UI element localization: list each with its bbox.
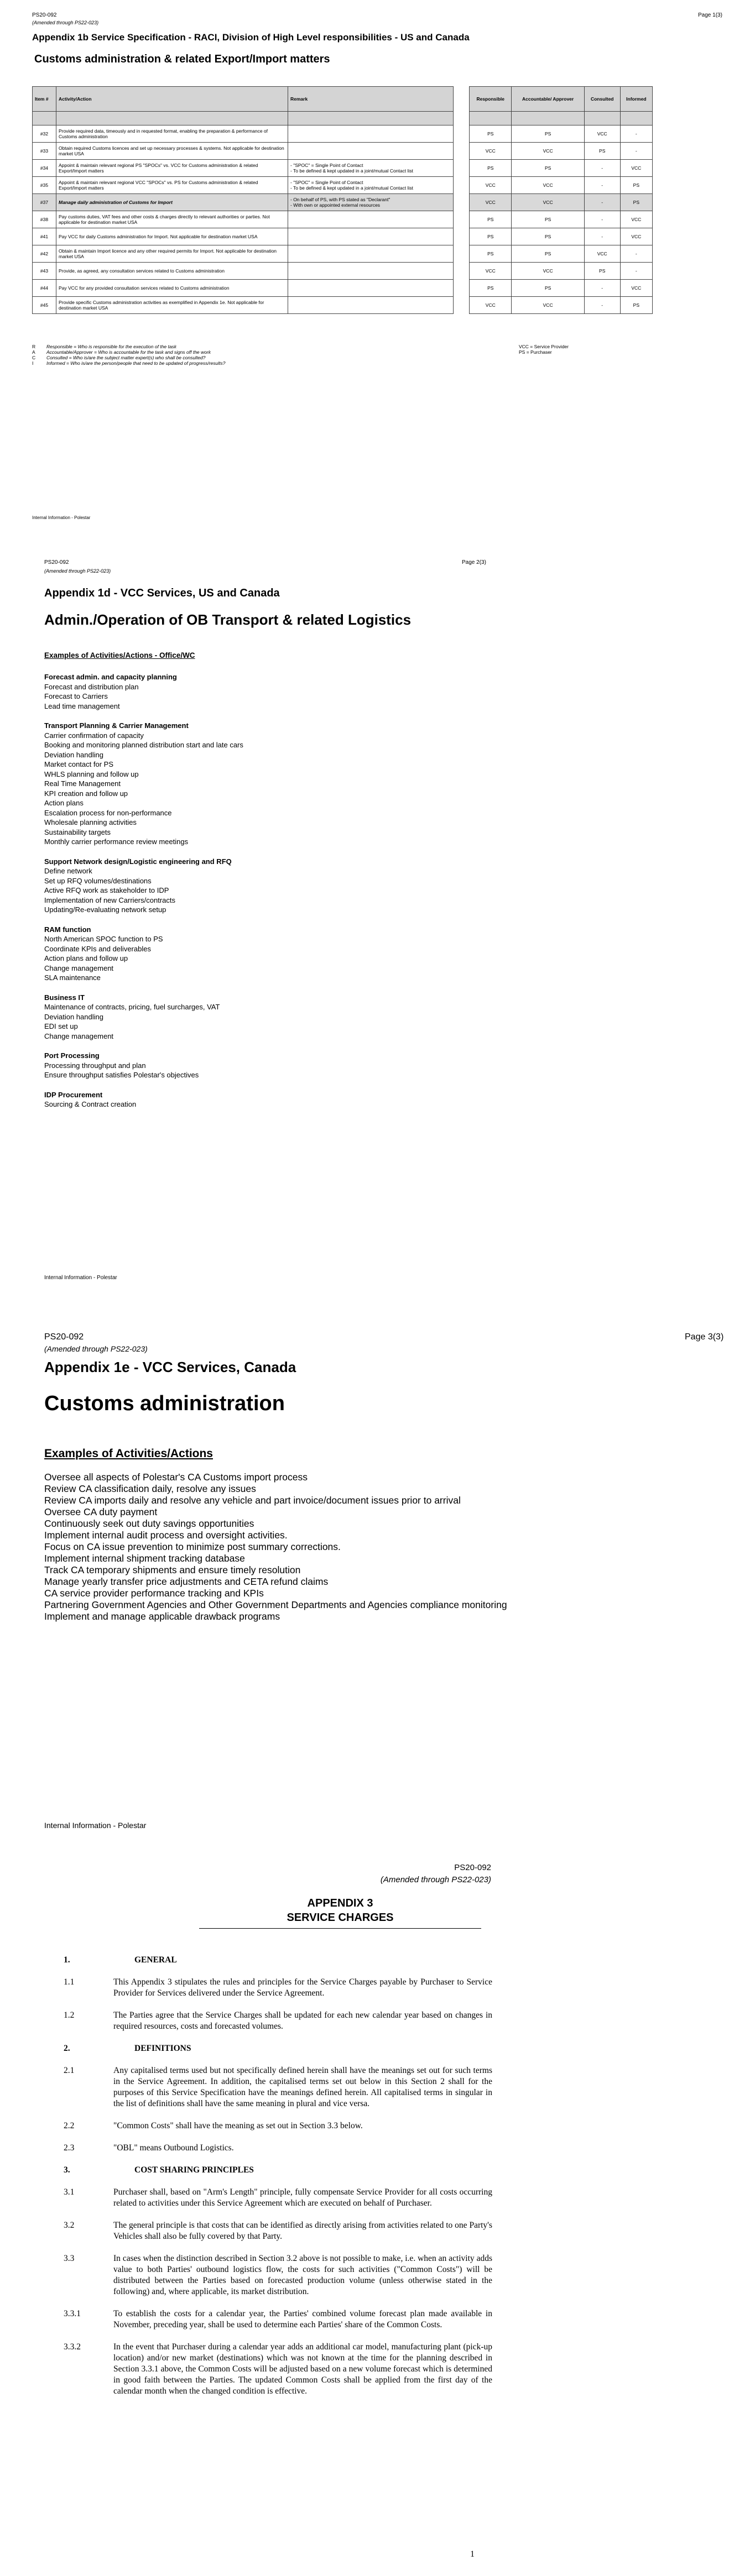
- table-row: [33, 160, 454, 177]
- cell-activity: Provide, as agreed, any consultation services related to Customs administration: [56, 263, 288, 280]
- activity-group: [44, 993, 243, 1041]
- footer-classification: Internal Information - Polestar: [44, 1821, 147, 1830]
- list-item: Booking and monitoring planned distribution start and late cars: [44, 741, 243, 749]
- list-item: Real Time Management: [44, 779, 121, 788]
- raci-responsibility-table: [469, 86, 653, 314]
- paragraph-number: 3.2: [64, 2221, 75, 2230]
- list-item: Implement and manage applicable drawback programs: [44, 1611, 280, 1622]
- activity-group: [44, 925, 243, 983]
- cell-activity: Obtain required Customs licences and set up necessary processes & systems. Not applicable for destination market USA: [56, 143, 288, 160]
- table-row: [33, 177, 454, 194]
- cell-a: PS: [512, 245, 584, 263]
- cell-c: -: [584, 211, 620, 228]
- cell-item: #44: [33, 280, 56, 297]
- list-item: Coordinate KPIs and deliverables: [44, 944, 151, 953]
- cell-c: VCC: [584, 245, 620, 263]
- title-line-1: APPENDIX 3: [307, 1897, 373, 1909]
- cell-remark: - "SPOC" = Single Point of Contact - To be defined & kept updated in a joint/mutual Contact list: [288, 177, 454, 194]
- list-item: EDI set up: [44, 1022, 78, 1030]
- paragraph: [64, 2342, 492, 2397]
- page-appendix-3: [0, 1846, 755, 2576]
- paragraph-number: 3.3: [64, 2254, 75, 2263]
- cell-i: VCC: [620, 160, 652, 177]
- table-row: [470, 125, 653, 143]
- paragraph: [64, 2010, 492, 2032]
- legend-row: A Accountable/Approver = Who is accountable for the task and signs off the work: [32, 349, 211, 355]
- cell-i: VCC: [620, 228, 652, 245]
- cell-remark: [288, 125, 454, 143]
- list-item: Oversee CA duty payment: [44, 1506, 158, 1517]
- header-accountable: Accountable/ Approver: [512, 87, 584, 112]
- table-row: [470, 177, 653, 194]
- amended-note: (Amended through PS22-023): [44, 1344, 148, 1353]
- list-item: Set up RFQ volumes/destinations: [44, 876, 152, 885]
- list-item: CA service provider performance tracking and KPIs: [44, 1588, 264, 1599]
- cell-remark: [288, 280, 454, 297]
- activity-group: [44, 1090, 243, 1109]
- table-row: [470, 245, 653, 263]
- paragraph-text: Purchaser shall, based on "Arm's Length" principle, fully compensate Service Provider for all costs occurring related to activities under this Service Agreement which are executed on behalf of Purchaser.: [113, 2187, 492, 2208]
- list-item: Implement internal shipment tracking database: [44, 1553, 245, 1564]
- cell-a: VCC: [512, 263, 584, 280]
- table-row: [33, 211, 454, 228]
- title-divider: [199, 1928, 481, 1929]
- paragraph: [64, 2065, 492, 2109]
- list-item: KPI creation and follow up: [44, 789, 128, 798]
- cell-i: -: [620, 125, 652, 143]
- cell-activity: Appoint & maintain relevant regional VCC "SPOCs" vs. PS for Customs administration & related Export/Import matters: [56, 177, 288, 194]
- cell-item: #33: [33, 143, 56, 160]
- cell-activity: Appoint & maintain relevant regional PS "SPOCs" vs. VCC for Customs administration & related Export/Import matters: [56, 160, 288, 177]
- paragraph: [64, 2121, 492, 2132]
- cell-c: -: [584, 194, 620, 211]
- cell-i: -: [620, 263, 652, 280]
- list-item: Maintenance of contracts, pricing, fuel surcharges, VAT: [44, 1003, 220, 1011]
- paragraph-text: Any capitalised terms used but not specifically defined herein shall have the meanings set out for such terms in the Service Agreement. In addition, the capitalised terms set out below in this Section 2 shall for the purposes of this Service Specification have the meanings defined herein. All capitalised terms in singular in the list of definitions shall have the same meaning in plural and vice versa.: [113, 2066, 492, 2108]
- header-consulted: Consulted: [584, 87, 620, 112]
- paragraph-number: 3.3.2: [64, 2342, 81, 2352]
- section-heading: [64, 2043, 492, 2054]
- cell-item: #41: [33, 228, 56, 245]
- cell-c: -: [584, 177, 620, 194]
- list-item: Change management: [44, 1032, 114, 1040]
- footer-classification: Internal Information - Polestar: [32, 515, 91, 520]
- table-row: [470, 228, 653, 245]
- cell-activity: Pay VCC for daily Customs administration for Import. Not applicable for destination market USA: [56, 228, 288, 245]
- paragraph-number: 2.2: [64, 2121, 75, 2130]
- cell-a: PS: [512, 280, 584, 297]
- list-item: Deviation handling: [44, 1012, 103, 1021]
- paragraph-text: To establish the costs for a calendar year, the Parties' combined volume forecast plan made available in November, preceding year, shall be used to determine each Parties' share of the Common Costs.: [113, 2309, 492, 2329]
- amended-note: (Amended through PS22-023): [44, 568, 111, 574]
- list-item: Implement internal audit process and oversight activities.: [44, 1530, 288, 1541]
- table-row: [33, 125, 454, 143]
- service-charges-body: [64, 1955, 492, 2408]
- cell-r: VCC: [470, 143, 512, 160]
- cell-c: VCC: [584, 125, 620, 143]
- paragraph-text: This Appendix 3 stipulates the rules and principles for the Service Charges payable by Purchaser to Service Provider for Services delivered under the Service Agreement.: [113, 1977, 492, 1998]
- page-title: Appendix 1d - VCC Services, US and Canada: [44, 587, 280, 599]
- list-item: Review CA imports daily and resolve any vehicle and part invoice/document issues prior to arrival: [44, 1495, 461, 1506]
- paragraph-number: 3.1: [64, 2187, 75, 2197]
- legend-row: C Consulted = Who is/are the subject matter expert(s) who shall be consulted?: [32, 355, 206, 360]
- page-title: Appendix 1e - VCC Services, Canada: [44, 1359, 296, 1375]
- cell-r: PS: [470, 245, 512, 263]
- page-title: [199, 1896, 481, 1925]
- cell-remark: [288, 143, 454, 160]
- list-item: Market contact for PS: [44, 760, 113, 768]
- page-raci-appendix-1b: [0, 0, 755, 531]
- group-heading: Business IT: [44, 993, 85, 1002]
- paragraph: [64, 2220, 492, 2242]
- cell-item: #43: [33, 263, 56, 280]
- amended-note: (Amended through PS22-023): [380, 1875, 491, 1884]
- header-remark: Remark: [288, 87, 454, 112]
- list-item: Partnering Government Agencies and Other Government Departments and Agencies compliance monitoring: [44, 1599, 507, 1610]
- legend-ps: PS = Purchaser: [519, 349, 552, 355]
- paragraph: [64, 2143, 492, 2154]
- list-item: Monthly carrier performance review meetings: [44, 837, 189, 846]
- cell-r: PS: [470, 160, 512, 177]
- page-number: Page 3(3): [685, 1332, 724, 1342]
- cell-item: #32: [33, 125, 56, 143]
- cell-c: PS: [584, 263, 620, 280]
- cell-activity: Obtain & maintain Import licence and any other required permits for Import. Not applicable for destination market USA: [56, 245, 288, 263]
- list-item: Review CA classification daily, resolve any issues: [44, 1483, 256, 1494]
- cell-i: -: [620, 143, 652, 160]
- cell-remark: [288, 211, 454, 228]
- cell-i: PS: [620, 177, 652, 194]
- table-row: [470, 160, 653, 177]
- cell-remark: [288, 245, 454, 263]
- paragraph-text: "Common Costs" shall have the meaning as set out in Section 3.3 below.: [113, 2121, 363, 2130]
- header-item: Item #: [33, 87, 56, 112]
- cell-r: VCC: [470, 194, 512, 211]
- paragraph-text: In the event that Purchaser during a calendar year adds an additional car model, manufacturing plant (pick-up location) and/or new market (destinations) which was not known at the time for the planning described in Section 3.3.1 above, the Common Costs will be adjusted based on a new volume forecast which is determined in good faith between the Parties. The updated Common Costs shall be applied from the first day of the calendar month when the changed condition is effective.: [113, 2342, 492, 2396]
- list-item: Wholesale planning activities: [44, 818, 137, 826]
- group-heading: Port Processing: [44, 1051, 100, 1060]
- cell-i: -: [620, 245, 652, 263]
- cell-activity: Provide specific Customs administration activities as exemplified in Appendix 1e. Not applicable for destination market USA: [56, 297, 288, 314]
- page-number: Page 1(3): [698, 12, 722, 18]
- page-number: Page 2(3): [462, 559, 486, 566]
- cell-item: #35: [33, 177, 56, 194]
- list-item: Forecast and distribution plan: [44, 682, 139, 691]
- cell-a: VCC: [512, 194, 584, 211]
- table-row: [470, 297, 653, 314]
- paragraph-number: 2.3: [64, 2143, 75, 2153]
- cell-remark: [288, 263, 454, 280]
- doc-id: PS20-092: [44, 1332, 84, 1342]
- header-activity: Activity/Action: [56, 87, 288, 112]
- activity-group: [44, 721, 243, 847]
- paragraph-number: 1.1: [64, 1977, 75, 1987]
- legend-row: R Responsible = Who is responsible for the execution of the task: [32, 344, 177, 349]
- list-item: Change management: [44, 964, 114, 972]
- cell-a: VCC: [512, 143, 584, 160]
- list-item: Escalation process for non-performance: [44, 808, 172, 817]
- legend-vcc: VCC = Service Provider: [519, 344, 569, 349]
- table-row: [33, 263, 454, 280]
- paragraph-text: GENERAL: [134, 1955, 177, 1965]
- cell-activity: Pay VCC for any provided consultation services related to Customs administration: [56, 280, 288, 297]
- cell-a: VCC: [512, 177, 584, 194]
- table-row: [470, 263, 653, 280]
- paragraph-text: In cases when the distinction described in Section 3.2 above is not possible to make, i.e. when an activity adds value to both Parties' outbound logistics flow, the costs for such activities ("Common Costs") will be distributed between the Parties based on forecasted production volume (unless otherwise stated in the following) and, where applicable, its market distribution.: [113, 2254, 492, 2296]
- cell-r: VCC: [470, 177, 512, 194]
- list-item: Continuously seek out duty savings opportunities: [44, 1518, 254, 1529]
- list-item: Updating/Re-evaluating network setup: [44, 905, 166, 914]
- paragraph-text: The general principle is that costs that can be identified as directly arising from activities related to one Party's Vehicles shall also be fully covered by that Party.: [113, 2221, 492, 2241]
- doc-id: PS20-092: [32, 12, 57, 18]
- paragraph: [64, 2253, 492, 2297]
- cell-c: -: [584, 228, 620, 245]
- table-row: [33, 228, 454, 245]
- paragraph: [64, 2187, 492, 2209]
- cell-item: #37: [33, 194, 56, 211]
- paragraph-text: DEFINITIONS: [134, 2044, 191, 2053]
- list-item: WHLS planning and follow up: [44, 769, 139, 778]
- footer-classification: Internal Information - Polestar: [44, 1275, 117, 1281]
- list-item: Manage yearly transfer price adjustments and CETA refund claims: [44, 1576, 329, 1587]
- list-item: North American SPOC function to PS: [44, 935, 163, 943]
- cell-a: PS: [512, 160, 584, 177]
- paragraph-number: 3.3.1: [64, 2309, 81, 2318]
- list-item: Focus on CA issue prevention to minimize post summary corrections.: [44, 1541, 341, 1552]
- cell-remark: [288, 297, 454, 314]
- paragraph-number: 3.: [64, 2165, 70, 2175]
- paragraph-number: 1.: [64, 1955, 70, 1965]
- page-subtitle: Customs administration & related Export/Import matters: [34, 53, 330, 65]
- page-appendix-1d: [0, 547, 755, 1321]
- list-item: Implementation of new Carriers/contracts: [44, 896, 175, 904]
- cell-r: PS: [470, 280, 512, 297]
- list-item: Processing throughput and plan: [44, 1061, 146, 1070]
- cell-c: -: [584, 280, 620, 297]
- table-row: [470, 143, 653, 160]
- activity-group: [44, 1051, 243, 1080]
- cell-r: PS: [470, 211, 512, 228]
- header-informed: Informed: [620, 87, 652, 112]
- cell-item: #34: [33, 160, 56, 177]
- cell-item: #42: [33, 245, 56, 263]
- cell-i: VCC: [620, 280, 652, 297]
- group-heading: RAM function: [44, 925, 91, 934]
- list-item: Deviation handling: [44, 750, 103, 759]
- list-item: Ensure throughput satisfies Polestar's objectives: [44, 1071, 199, 1079]
- legend-row: I Informed = Who is/are the person/people that need to be updated of progress/results?: [32, 360, 226, 366]
- raci-legend: [32, 344, 225, 366]
- page-subtitle: Customs administration: [44, 1392, 285, 1415]
- table-row: [33, 297, 454, 314]
- cell-a: PS: [512, 211, 584, 228]
- activity-group: [44, 672, 243, 711]
- header-responsible: Responsible: [470, 87, 512, 112]
- activity-group: [44, 857, 243, 915]
- list-item: Sustainability targets: [44, 828, 111, 836]
- cell-c: -: [584, 160, 620, 177]
- list-item: Active RFQ work as stakeholder to IDP: [44, 886, 169, 894]
- activity-groups: [44, 672, 243, 1119]
- list-item: Lead time management: [44, 701, 120, 710]
- cell-remark: - "SPOC" = Single Point of Contact - To be defined & kept updated in a joint/mutual Contact list: [288, 160, 454, 177]
- paragraph: [64, 2308, 492, 2331]
- cell-a: PS: [512, 228, 584, 245]
- table-row: [33, 245, 454, 263]
- paragraph-text: The Parties agree that the Service Charges shall be updated for each new calendar year based on changes in required resources, costs and forecasted volumes.: [113, 2010, 492, 2031]
- cell-activity: Pay customs duties, VAT fees and other costs & charges directly to relevant authorities or parties. Not applicable for destination market USA: [56, 211, 288, 228]
- cell-c: PS: [584, 143, 620, 160]
- cell-r: PS: [470, 125, 512, 143]
- paragraph: [64, 1977, 492, 1999]
- title-line-2: SERVICE CHARGES: [287, 1912, 394, 1924]
- section-heading: [64, 2165, 492, 2176]
- table-row: [33, 194, 454, 211]
- cell-activity: Manage daily administration of Customs for Import: [56, 194, 288, 211]
- list-item: Track CA temporary shipments and ensure timely resolution: [44, 1564, 301, 1575]
- page-number: 1: [470, 2549, 475, 2559]
- group-heading: Support Network design/Logistic engineering and RFQ: [44, 857, 232, 866]
- page-subtitle: Admin./Operation of OB Transport & related Logistics: [44, 611, 412, 628]
- list-item: Sourcing & Contract creation: [44, 1100, 137, 1108]
- examples-heading: Examples of Activities/Actions - Office/WC: [44, 651, 195, 659]
- cell-item: #38: [33, 211, 56, 228]
- cell-r: VCC: [470, 263, 512, 280]
- paragraph-number: 2.1: [64, 2066, 75, 2075]
- cell-i: PS: [620, 297, 652, 314]
- cell-i: VCC: [620, 211, 652, 228]
- cell-i: PS: [620, 194, 652, 211]
- cell-r: VCC: [470, 297, 512, 314]
- raci-activity-table: [32, 86, 454, 314]
- doc-id: PS20-092: [44, 559, 69, 566]
- list-item: Define network: [44, 867, 92, 875]
- table-row: [470, 280, 653, 297]
- cell-r: PS: [470, 228, 512, 245]
- list-item: Carrier confirmation of capacity: [44, 731, 144, 740]
- group-heading: Forecast admin. and capacity planning: [44, 673, 177, 681]
- list-item: Action plans: [44, 799, 84, 807]
- paragraph-text: "OBL" means Outbound Logistics.: [113, 2143, 234, 2153]
- table-row: [470, 194, 653, 211]
- table-row: [33, 280, 454, 297]
- party-legend: [519, 344, 569, 355]
- cell-a: PS: [512, 125, 584, 143]
- table-row: [33, 143, 454, 160]
- cell-remark: - On behalf of PS, with PS stated as "Declarant" - With own or appointed external resources: [288, 194, 454, 211]
- cell-a: VCC: [512, 297, 584, 314]
- group-heading: IDP Procurement: [44, 1090, 103, 1099]
- cell-remark: [288, 228, 454, 245]
- list-item: SLA maintenance: [44, 973, 101, 982]
- section-heading: [64, 1955, 492, 1966]
- examples-heading: Examples of Activities/Actions: [44, 1447, 213, 1460]
- list-item: Forecast to Carriers: [44, 692, 108, 700]
- list-item: Oversee all aspects of Polestar's CA Customs import process: [44, 1472, 308, 1483]
- amended-note: (Amended through PS22-023): [32, 20, 99, 25]
- activity-list: [44, 1472, 507, 1622]
- cell-item: #45: [33, 297, 56, 314]
- page-title: Appendix 1b Service Specification - RACI, Division of High Level responsibilities - US and Canada: [32, 32, 470, 43]
- cell-c: -: [584, 297, 620, 314]
- doc-id: PS20-092: [454, 1863, 491, 1872]
- paragraph-number: 2.: [64, 2044, 70, 2053]
- paragraph-text: COST SHARING PRINCIPLES: [134, 2165, 254, 2175]
- group-heading: Transport Planning & Carrier Management: [44, 721, 189, 730]
- page-appendix-1e: [0, 1321, 755, 1846]
- list-item: Action plans and follow up: [44, 954, 128, 962]
- cell-activity: Provide required data, timeously and in requested format, enabling the preparation & performance of Customs administration: [56, 125, 288, 143]
- table-row: [470, 211, 653, 228]
- paragraph-number: 1.2: [64, 2010, 75, 2020]
